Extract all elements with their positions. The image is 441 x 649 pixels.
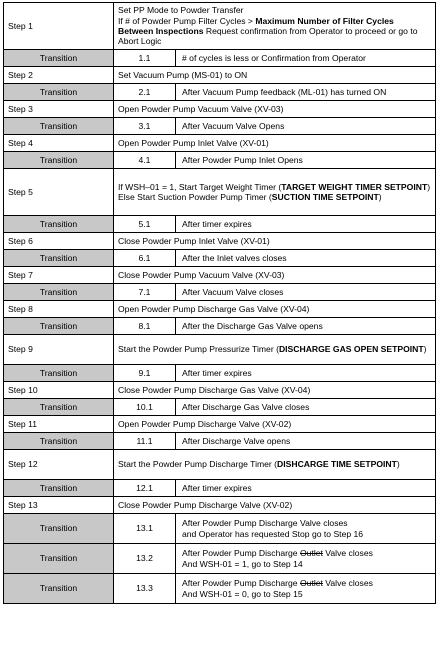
transition-row xyxy=(4,84,436,101)
step-row xyxy=(4,416,436,433)
transition-label: Transition xyxy=(4,84,114,101)
transition-row xyxy=(4,152,436,169)
transition-line: After Powder Pump Discharge Outlet Valve closes xyxy=(182,578,373,589)
step-label: Step 2 xyxy=(4,67,114,84)
transition-row xyxy=(4,284,436,301)
transition-row xyxy=(4,433,436,450)
transition-line: And WSH-01 = 0, go to Step 15 xyxy=(182,588,303,599)
transition-row xyxy=(4,574,436,604)
step-row xyxy=(4,169,436,216)
step-description xyxy=(114,169,436,216)
step-description: Open Powder Pump Discharge Valve (XV-02) xyxy=(114,416,436,433)
transition-number: 11.1 xyxy=(114,433,176,450)
transition-number: 8.1 xyxy=(114,318,176,335)
transition-number: 5.1 xyxy=(114,216,176,233)
transition-description xyxy=(176,514,436,544)
transition-line: After Powder Pump Discharge Outlet Valve closes xyxy=(182,548,373,559)
transition-label: Transition xyxy=(4,318,114,335)
transition-row xyxy=(4,365,436,382)
step-label: Step 3 xyxy=(4,101,114,118)
step-row xyxy=(4,3,436,50)
step-description: Open Powder Pump Vacuum Valve (XV-03) xyxy=(114,101,436,118)
transition-label: Transition xyxy=(4,118,114,135)
step-description: Close Powder Pump Vacuum Valve (XV-03) xyxy=(114,267,436,284)
transition-description: # of cycles is less or Confirmation from Operator xyxy=(176,50,436,67)
step-label: Step 10 xyxy=(4,382,114,399)
step-label: Step 9 xyxy=(4,335,114,365)
step-label: Step 5 xyxy=(4,169,114,216)
step-description: Start the Powder Pump Pressurize Timer (DISCHARGE GAS OPEN SETPOINT) xyxy=(114,335,436,365)
sequence-document xyxy=(3,2,436,604)
step-row xyxy=(4,267,436,284)
transition-number: 7.1 xyxy=(114,284,176,301)
step-row xyxy=(4,135,436,152)
step-description: Close Powder Pump Discharge Valve (XV-02) xyxy=(114,497,436,514)
transition-label: Transition xyxy=(4,574,114,604)
step-label: Step 8 xyxy=(4,301,114,318)
transition-number: 13.3 xyxy=(114,574,176,604)
transition-description: After Vacuum Valve closes xyxy=(176,284,436,301)
step-description: Close Powder Pump Discharge Gas Valve (XV-04) xyxy=(114,382,436,399)
transition-row xyxy=(4,480,436,497)
transition-row xyxy=(4,118,436,135)
step-line: If WSH–01 = 1, Start Target Weight Timer (TARGET WEIGHT TIMER SETPOINT) xyxy=(118,181,431,192)
transition-number: 6.1 xyxy=(114,250,176,267)
step-label: Step 13 xyxy=(4,497,114,514)
transition-line: After Powder Pump Discharge Valve closes xyxy=(182,518,348,529)
transition-description: After Vacuum Valve Opens xyxy=(176,118,436,135)
transition-label: Transition xyxy=(4,152,114,169)
transition-number: 4.1 xyxy=(114,152,176,169)
step-line: Set PP Mode to Powder Transfer xyxy=(118,5,244,16)
transition-line: And WSH-01 = 1, go to Step 14 xyxy=(182,558,303,569)
transition-label: Transition xyxy=(4,50,114,67)
transition-description xyxy=(176,544,436,574)
transition-description xyxy=(176,574,436,604)
step-label: Step 11 xyxy=(4,416,114,433)
step-label: Step 7 xyxy=(4,267,114,284)
step-row xyxy=(4,450,436,480)
transition-row xyxy=(4,544,436,574)
step-description xyxy=(114,3,436,50)
transition-description: After the Inlet valves closes xyxy=(176,250,436,267)
step-row xyxy=(4,233,436,250)
transition-description: After Powder Pump Inlet Opens xyxy=(176,152,436,169)
transition-row xyxy=(4,250,436,267)
transition-number: 13.1 xyxy=(114,514,176,544)
step-label: Step 6 xyxy=(4,233,114,250)
transition-label: Transition xyxy=(4,480,114,497)
step-row xyxy=(4,497,436,514)
transition-label: Transition xyxy=(4,250,114,267)
transition-description: After Discharge Valve opens xyxy=(176,433,436,450)
transition-description: After timer expires xyxy=(176,216,436,233)
transition-row xyxy=(4,50,436,67)
step-description: Start the Powder Pump Discharge Timer (DISHCARGE TIME SETPOINT) xyxy=(114,450,436,480)
transition-description: After timer expires xyxy=(176,480,436,497)
step-row xyxy=(4,301,436,318)
step-description: Open Powder Pump Inlet Valve (XV-01) xyxy=(114,135,436,152)
step-description: Close Powder Pump Inlet Valve (XV-01) xyxy=(114,233,436,250)
transition-number: 13.2 xyxy=(114,544,176,574)
step-row xyxy=(4,382,436,399)
transition-description: After Vacuum Pump feedback (ML-01) has turned ON xyxy=(176,84,436,101)
transition-row xyxy=(4,514,436,544)
sequence-table xyxy=(3,2,436,604)
step-line: If # of Powder Pump Filter Cycles > Maximum Number of Filter Cycles Between Inspections Request confirmation from Operator to proceed or go to Abort Logic xyxy=(118,15,418,47)
transition-label: Transition xyxy=(4,544,114,574)
step-row xyxy=(4,335,436,365)
step-row xyxy=(4,67,436,84)
transition-label: Transition xyxy=(4,284,114,301)
transition-label: Transition xyxy=(4,433,114,450)
transition-label: Transition xyxy=(4,216,114,233)
step-description: Set Vacuum Pump (MS-01) to ON xyxy=(114,67,436,84)
transition-row xyxy=(4,318,436,335)
transition-number: 1.1 xyxy=(114,50,176,67)
step-description: Open Powder Pump Discharge Gas Valve (XV-04) xyxy=(114,301,436,318)
transition-description: After timer expires xyxy=(176,365,436,382)
transition-label: Transition xyxy=(4,365,114,382)
transition-number: 10.1 xyxy=(114,399,176,416)
transition-number: 9.1 xyxy=(114,365,176,382)
step-line: Else Start Suction Powder Pump Timer (SUCTION TIME SETPOINT) xyxy=(118,192,382,202)
transition-number: 3.1 xyxy=(114,118,176,135)
transition-label: Transition xyxy=(4,514,114,544)
step-label: Step 12 xyxy=(4,450,114,480)
transition-number: 2.1 xyxy=(114,84,176,101)
transition-number: 12.1 xyxy=(114,480,176,497)
transition-row xyxy=(4,399,436,416)
transition-line: and Operator has requested Stop go to Step 16 xyxy=(182,528,364,539)
transition-description: After Discharge Gas Valve closes xyxy=(176,399,436,416)
transition-description: After the Discharge Gas Valve opens xyxy=(176,318,436,335)
transition-row xyxy=(4,216,436,233)
step-row xyxy=(4,101,436,118)
step-label: Step 1 xyxy=(4,3,114,50)
step-label: Step 4 xyxy=(4,135,114,152)
transition-label: Transition xyxy=(4,399,114,416)
